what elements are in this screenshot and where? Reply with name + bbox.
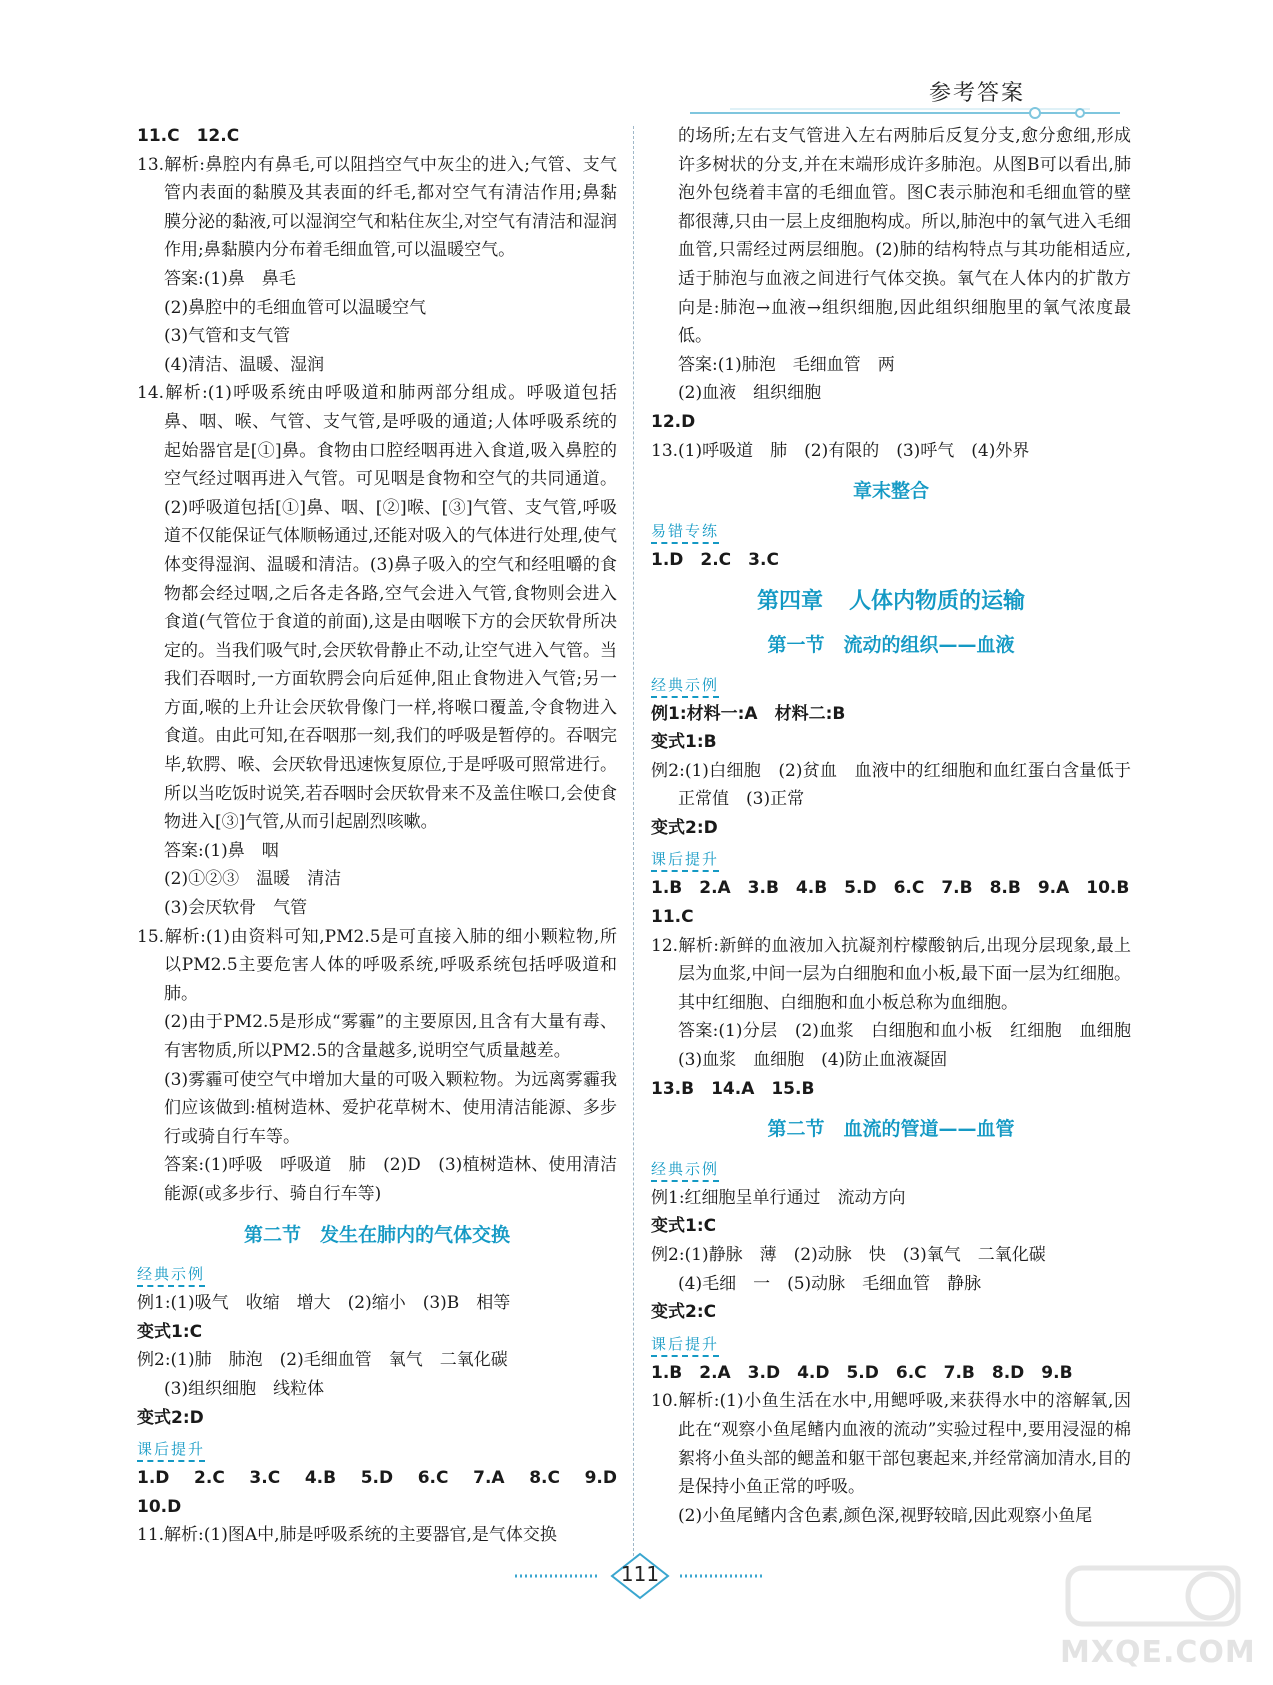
chapter-title bbox=[651, 588, 1131, 617]
s1-example-2: 例2:(1)白细胞 (2)贫血 血液中的红细胞和血红蛋白含量低于正常值 (3)正常 bbox=[651, 760, 1131, 810]
watermark-emblem bbox=[1060, 1560, 1250, 1630]
s1-q13-15-answers: 13.B 14.A 15.B bbox=[651, 1078, 815, 1099]
s2-mc-answers: 1.B 2.A 3.D 4.D 5.D 6.C 7.B 8.D 9.B bbox=[651, 1362, 1073, 1383]
chapter-summary-title: 章末整合 bbox=[852, 480, 929, 503]
error-practice-answers: 1.D 2.C 3.C bbox=[651, 549, 779, 570]
section-title-blood: 第一节 流动的组织——血液 bbox=[767, 633, 1015, 656]
section-title-vessels: 第二节 血流的管道——血管 bbox=[767, 1118, 1015, 1141]
q12-answer: 12.D bbox=[651, 411, 696, 432]
s2-q10-analysis-1: 10.解析:(1)小鱼生活在水中,用鳃呼吸,来获得水中的溶解氧,因此在“观察小鱼尾鳍内血液的流动”实验过程中,要用浸湿的棉絮将小鱼头部的鳃盖和躯干部包裹起来,并经常滴加清水,目的是保持小鱼正常的呼吸。 bbox=[651, 1391, 1131, 1498]
page-header bbox=[690, 70, 1160, 120]
tag-classic-examples-3: 经典示例 bbox=[651, 1158, 719, 1182]
s1-variant-1: 变式1:B bbox=[651, 732, 717, 753]
s1-example-1: 例1:材料一:A 材料二:B bbox=[651, 703, 846, 724]
variant-2: 变式2:D bbox=[137, 1407, 204, 1428]
q13-analysis: 13.解析:鼻腔内有鼻毛,可以阻挡空气中灰尘的进入;气管、支气管内表面的黏膜及其表面的纤毛,都对空气有清洁作用;鼻黏膜分泌的黏液,可以湿润空气和粘住灰尘,对空气有清洁和湿润作用;鼻黏膜内分布着毛细血管,可以温暖空气。 bbox=[137, 154, 617, 261]
answers-11-12: 11.C 12.C bbox=[137, 126, 240, 146]
q13-answer-2: (2)鼻腔中的毛细血管可以温暖空气 bbox=[164, 297, 427, 318]
s2-example-1: 例1:红细胞呈单行通过 流动方向 bbox=[651, 1187, 906, 1208]
header-title: 参考答案 bbox=[928, 81, 1025, 106]
tag-after-class-2: 课后提升 bbox=[651, 848, 719, 872]
s2-variant-2: 变式2:C bbox=[651, 1302, 717, 1323]
s2-q10-analysis-2: (2)小鱼尾鳍内含色素,颜色深,视野较暗,因此观察小鱼尾 bbox=[678, 1505, 1093, 1526]
q15-answer: 答案:(1)呼吸 呼吸道 肺 (2)D (3)植树造林、使用清洁能源(或多步行、骑自行车等) bbox=[164, 1155, 617, 1204]
header-decoration bbox=[690, 106, 1160, 120]
s1-variant-2: 变式2:D bbox=[651, 817, 718, 838]
left-column bbox=[137, 122, 634, 1550]
s2-example-2a: 例2:(1)静脉 薄 (2)动脉 快 (3)氧气 二氧化碳 bbox=[651, 1245, 1046, 1265]
variant-1: 变式1:C bbox=[137, 1321, 203, 1342]
s2-variant-1: 变式1:C bbox=[651, 1216, 717, 1237]
tag-classic-examples-2: 经典示例 bbox=[651, 674, 719, 698]
q14-answer-2: (2)①②③ 温暖 清洁 bbox=[164, 869, 342, 890]
mc-answers: 1.D 2.C 3.C 4.B 5.D 6.C 7.A 8.C 9.D 10.D bbox=[137, 1468, 634, 1517]
example-1: 例1:(1)吸气 收缩 增大 (2)缩小 (3)B 相等 bbox=[137, 1293, 511, 1314]
q15-analysis-1: 15.解析:(1)由资料可知,PM2.5是可直接入肺的细小颗粒物,所以PM2.5主要危害人体的呼吸系统,呼吸系统包括呼吸道和肺。 bbox=[137, 926, 617, 1004]
q11-answer-1: 答案:(1)肺泡 毛细血管 两 bbox=[678, 354, 895, 375]
q11-analysis: 11.解析:(1)图A中,肺是呼吸系统的主要器官,是气体交换 bbox=[137, 1525, 557, 1546]
tag-error-practice: 易错专练 bbox=[651, 520, 719, 544]
tag-classic-examples: 经典示例 bbox=[137, 1263, 205, 1287]
s1-q12-answer: 答案:(1)分层 (2)血浆 白细胞和血小板 红细胞 血细胞 (3)血浆 血细胞 (4)防止血液凝固 bbox=[678, 1021, 1148, 1071]
q13-answer-1: 答案:(1)鼻 鼻毛 bbox=[164, 268, 296, 289]
page-number: 111 bbox=[620, 1562, 660, 1586]
q11-answer-2: (2)血液 组织细胞 bbox=[678, 383, 822, 404]
s2-example-2b: (4)毛细 一 (5)动脉 毛细血管 静脉 bbox=[678, 1273, 982, 1294]
q15-analysis-2: (2)由于PM2.5是形成“雾霾”的主要原因,且含有大量有毒、有害物质,所以PM2.5的含量越多,说明空气质量越差。 bbox=[164, 1012, 617, 1061]
q15-analysis-3: (3)雾霾可使空气中增加大量的可吸入颗粒物。为远离雾霾我们应该做到:植树造林、爱护花草树木、使用清洁能源、多步行或骑自行车等。 bbox=[164, 1069, 617, 1147]
watermark-logo bbox=[1060, 1560, 1256, 1670]
q14-answer-1: 答案:(1)鼻 咽 bbox=[164, 840, 279, 861]
right-column bbox=[651, 122, 1148, 1530]
watermark-url: MXQE.COM bbox=[1060, 1635, 1256, 1670]
chapter-number: 第四章 bbox=[756, 589, 823, 615]
chapter-name: 人体内物质的运输 bbox=[849, 589, 1026, 615]
tag-after-class-3: 课后提升 bbox=[651, 1333, 719, 1357]
example-2a: 例2:(1)肺 肺泡 (2)毛细血管 氧气 二氧化碳 bbox=[137, 1350, 508, 1371]
q13-answer-3: (3)气管和支气管 bbox=[164, 326, 291, 347]
section-title-gas-exchange: 第二节 发生在肺内的气体交换 bbox=[243, 1223, 510, 1246]
q13-answer: 13.(1)呼吸道 肺 (2)有限的 (3)呼气 (4)外界 bbox=[651, 440, 1030, 461]
s1-q11-answer: 11.C bbox=[651, 907, 694, 928]
q13-answer-4: (4)清洁、温暖、湿润 bbox=[164, 354, 325, 375]
column-divider bbox=[633, 126, 634, 1576]
q14-answer-3: (3)会厌软骨 气管 bbox=[164, 898, 308, 919]
s1-mc-answers: 1.B 2.A 3.B 4.B 5.D 6.C 7.B 8.B 9.A 10.B bbox=[651, 878, 1130, 899]
q11-analysis-continued: 的场所;左右支气管进入左右两肺后反复分支,愈分愈细,形成许多树状的分支,并在末端形成许多肺泡。从图B可以看出,肺泡外包绕着丰富的毛细血管。图C表示肺泡和毛细血管的壁都很薄,只由一层上皮细胞构成。所以,肺泡中的氧气进入毛细血管,只需经过两层细胞。(2)肺的结构特点与其功能相适应,适于肺泡与血液之间进行气体交换。氧气在人体内的扩散方向是:肺泡→血液→组织细胞,因此组织细胞里的氧气浓度最低。 bbox=[678, 126, 1131, 347]
q14-analysis: 14.解析:(1)呼吸系统由呼吸道和肺两部分组成。呼吸道包括鼻、咽、喉、气管、支气管,是呼吸的通道;人体呼吸系统的起始器官是[①]鼻。食物由口腔经咽再进入食道,吸入鼻腔的空气经过咽再进入气管。可见咽是食物和空气的共同通道。(2)呼吸道包括[①]鼻、咽、[②]喉、[③]气管、支气管,呼吸道不仅能保证气体顺畅通过,还能对吸入的气体进行处理,使气体变得湿润、温暖和清洁。(3)鼻子吸入的空气和经咀嚼的食物都会经过咽,之后各走各路,空气会进入气管,食物则会进入食道(气管位于食道的前面),这是由咽喉下方的会厌软骨所决定的。当我们吸气时,会厌软骨静止不动,让空气进入气管。当我们吞咽时,一方面软腭会向后延伸,阻止食物进入气管;另一方面,喉的上升让会厌软骨像门一样,将喉口覆盖,令食物进入食道。由此可知,在吞咽那一刻,我们的呼吸是暂停的。吞咽完毕,软腭、喉、会厌软骨迅速恢复原位,于是呼吸可照常进行。所以当吃饭时说笑,若吞咽时会厌软骨来不及盖住喉口,会使食物进入[③]气管,从而引起剧烈咳嗽。 bbox=[137, 383, 617, 833]
s1-q12-analysis: 12.解析:新鲜的血液加入抗凝剂柠檬酸钠后,出现分层现象,最上层为血浆,中间一层为白细胞和血小板,最下面一层为红细胞。其中红细胞、白细胞和血小板总称为血细胞。 bbox=[651, 935, 1131, 1013]
tag-after-class: 课后提升 bbox=[137, 1438, 205, 1462]
example-2b: (3)组织细胞 线粒体 bbox=[164, 1378, 325, 1399]
